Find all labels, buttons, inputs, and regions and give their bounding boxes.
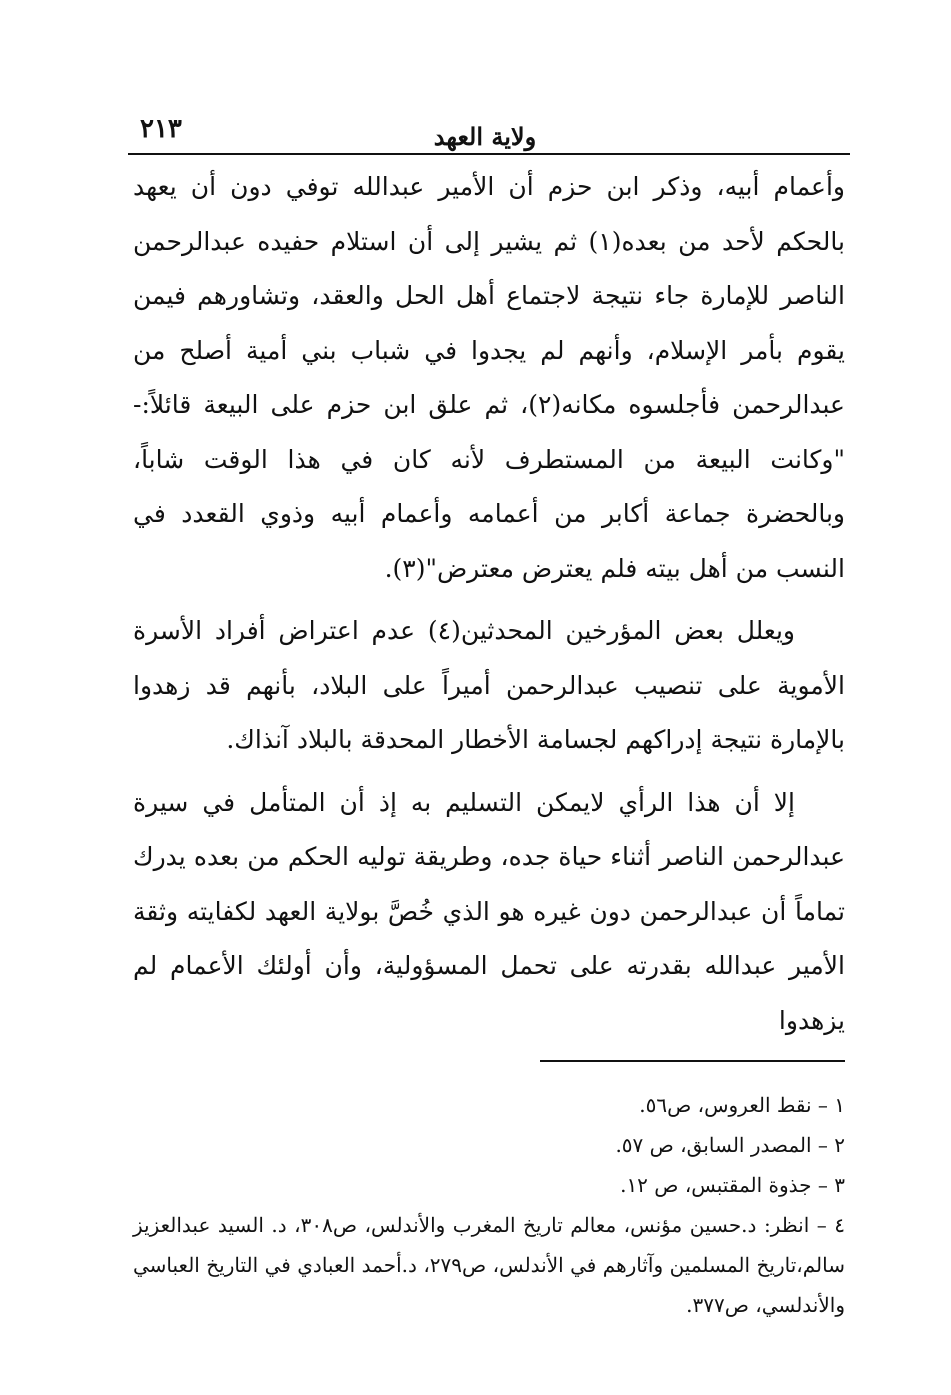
page-number: ٢١٣ [140, 114, 182, 144]
footnote-2: ٢ – المصدر السابق، ص ٥٧. [615, 1133, 845, 1157]
page-header [120, 108, 850, 151]
footnote-4: ٤ – انظر: د.حسين مؤنس، معالم تاريخ المغرب والأندلس، ص٣٠٨، د. السيد عبدالعزيز سالم،تاريخ المسلمين وآثارهم في الأندلس، ص٢٧٩، د.أحمد العبادي في التاريخ العباسي والأندلسي، ص٣٧٧. [133, 1213, 845, 1317]
footnotes [133, 1085, 845, 1325]
body-paragraph-1: وأعمام أبيه، وذكر ابن حزم أن الأمير عبدالله توفي دون أن يعهد بالحكم لأحد من بعده(١) ثم يشير إلى أن استلام حفيده عبدالرحمن الناصر للإمارة جاء نتيجة لاجتماع أهل الحل والعقد، وتشاورهم فيمن يقوم بأمر الإسلام، وأنهم لم يجدوا في شباب بني أمية أصلح من عبدالرحمن فأجلسوه مكانه(٢)، ثم علق ابن حزم على البيعة قائلاً:- "وكانت البيعة من المستطرف لأنه كان في هذا الوقت شاباً، وبالحضرة جماعة أكابر من أعمامه وأعمام أبيه وذوي القعدد في النسب من أهل بيته فلم يعترض معترض"(٣). [133, 172, 845, 583]
footnote-separator [540, 1060, 845, 1062]
header-rule [128, 153, 850, 155]
body-paragraph-3: إلا أن هذا الرأي لايمكن التسليم به إذ أن المتأمل في سيرة عبدالرحمن الناصر أثناء حياة جده، وطريقة توليه الحكم من بعده يدرك تماماً أن عبدالرحمن دون غيره هو الذي خُصَّ بولاية العهد لكفايته وثقة الأمير عبدالله بقدرته على تحمل المسؤولية، وأن أولئك الأعمام لم يزهدوا [133, 787, 845, 1035]
footnote-1: ١ – نقط العروس، ص٥٦. [639, 1093, 845, 1117]
running-title: ولاية العهد [433, 122, 537, 151]
footnote-3: ٣ – جذوة المقتبس، ص ١٢. [620, 1173, 845, 1197]
body-text [133, 160, 845, 1048]
body-paragraph-2: ويعلل بعض المؤرخين المحدثين(٤) عدم اعتراض أفراد الأسرة الأموية على تنصيب عبدالرحمن أميراً على البلاد، بأنهم قد زهدوا بالإمارة نتيجة إدراكهم لجسامة الأخطار المحدقة بالبلاد آنذاك. [133, 616, 845, 754]
